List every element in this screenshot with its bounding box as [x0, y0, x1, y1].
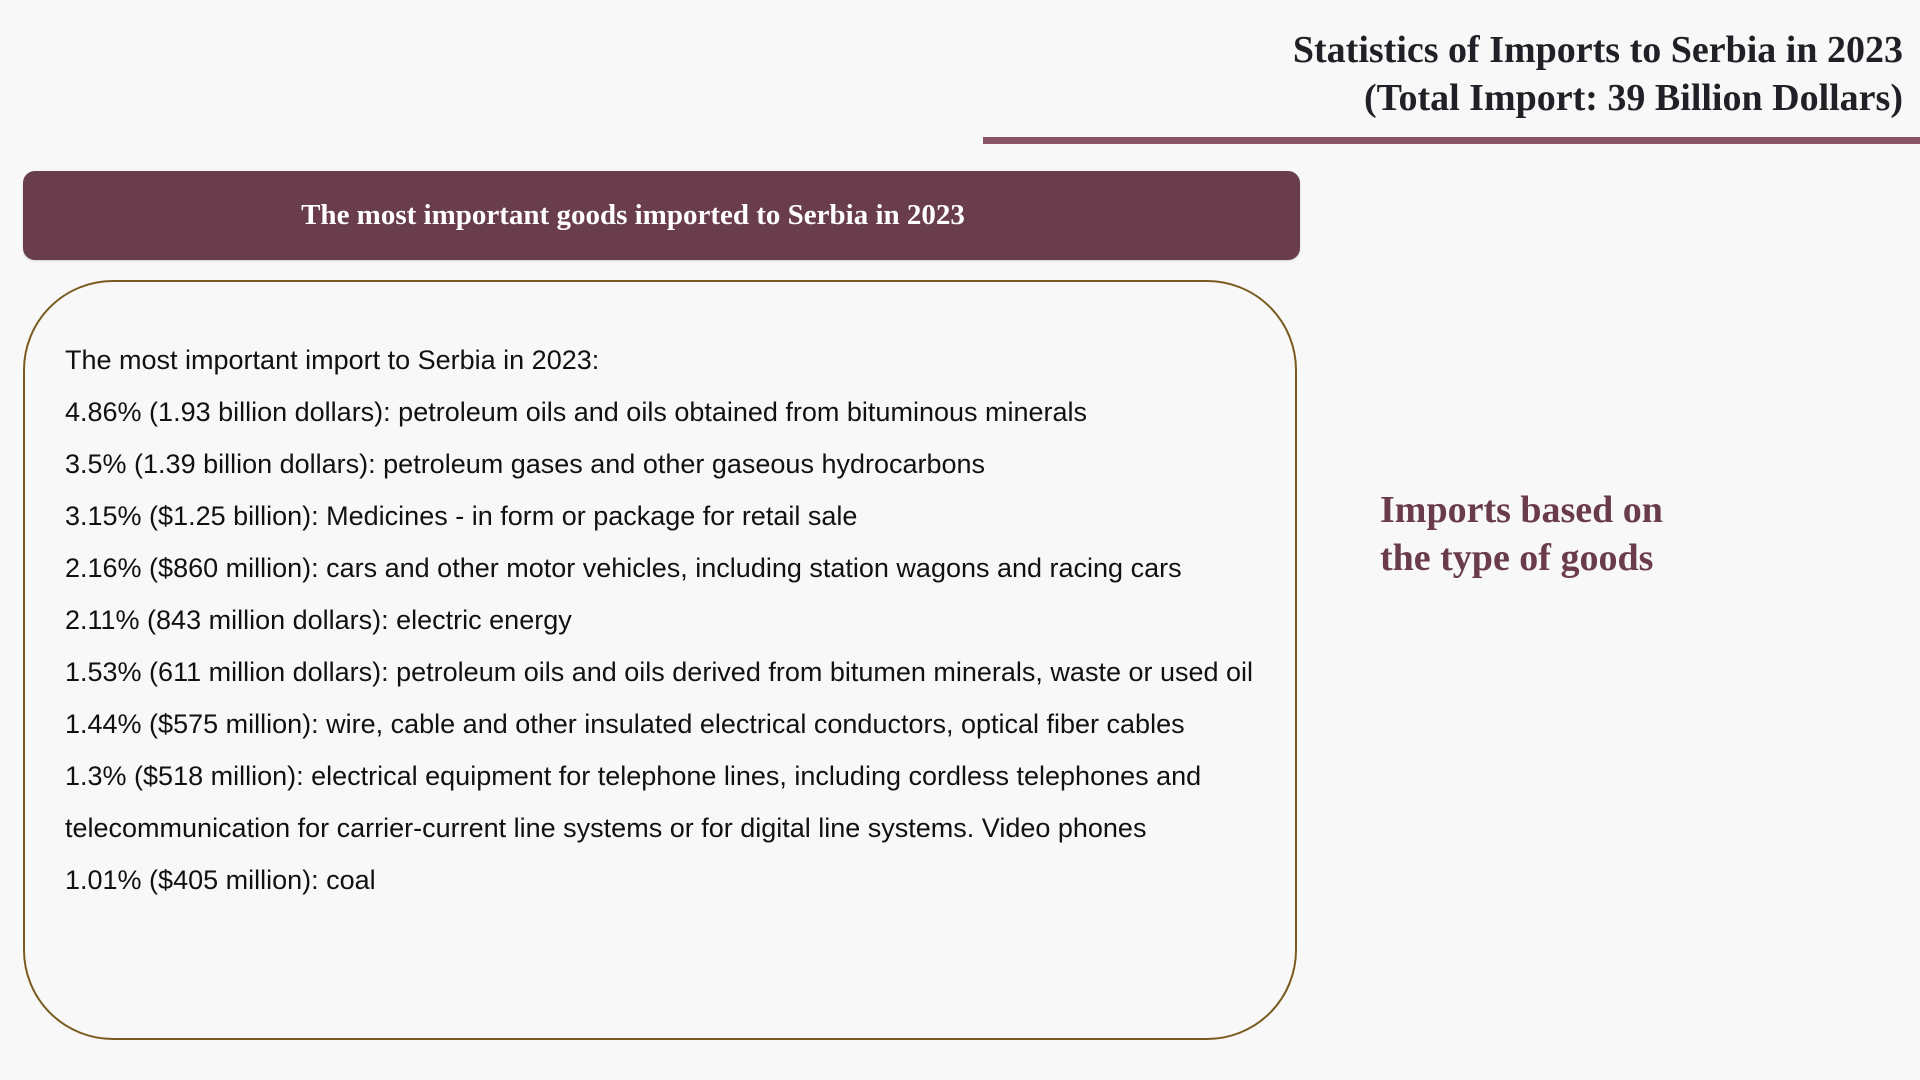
- list-item: 4.86% (1.93 billion dollars): petroleum oils and oils obtained from bituminous minerals: [65, 397, 1088, 427]
- list-item: 3.5% (1.39 billion dollars): petroleum gases and other gaseous hydrocarbons: [65, 449, 986, 479]
- list-item: 2.16% ($860 million): cars and other motor vehicles, including station wagons and racing cars: [65, 553, 1182, 583]
- list-item: 1.3% ($518 million): electrical equipment for telephone lines, including cordless telephones and telecommunication for carrier-current line systems or for digital line systems. Video phones: [65, 761, 1202, 843]
- page-title-line-1: Statistics of Imports to Serbia in 2023: [1292, 29, 1903, 71]
- side-label-line-1: Imports based on: [1380, 489, 1663, 531]
- title-underline: [983, 137, 1920, 144]
- page-title: [1003, 26, 1903, 122]
- section-header-banner: [23, 171, 1300, 260]
- list-item: 2.11% (843 million dollars): electric energy: [65, 605, 572, 635]
- list-item: 1.53% (611 million dollars): petroleum oils and oils derived from bitumen minerals, waste or used oil: [65, 657, 1254, 687]
- imports-intro-text: The most important import to Serbia in 2023:: [65, 345, 600, 375]
- imports-content-box: [23, 280, 1297, 1040]
- list-item: 3.15% ($1.25 billion): Medicines - in form or package for retail sale: [65, 501, 858, 531]
- list-item: 1.44% ($575 million): wire, cable and other insulated electrical conductors, optical fiber cables: [65, 709, 1185, 739]
- side-label: [1380, 486, 1800, 582]
- list-item: 1.01% ($405 million): coal: [65, 865, 376, 895]
- page-title-line-2: (Total Import: 39 Billion Dollars): [1363, 77, 1903, 119]
- imports-list: [65, 386, 1265, 906]
- section-header-title: The most important goods imported to Serbia in 2023: [301, 199, 965, 231]
- side-label-line-2: the type of goods: [1380, 537, 1654, 579]
